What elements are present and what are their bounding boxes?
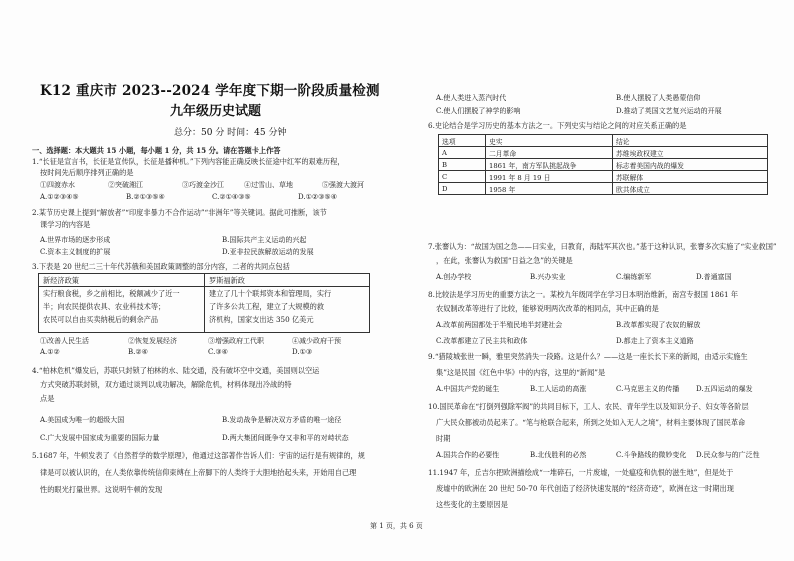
q10-choice-c[interactable]: C.斗争路线的微妙变化 [616, 451, 687, 459]
q11-line: 这些变化的主要原因是 [436, 500, 508, 509]
q10-choice-a[interactable]: A.国共合作的必要性 [436, 451, 500, 459]
q3-line: 3.下表是 20 世纪二三十年代苏俄和美国政策调整的部分内容，二者的共同点包括 [32, 262, 290, 271]
q5-line: 5.1687 年，牛顿发表了《自然哲学的数学原理》，他通过这部著作告诉人们：宇宙的运行是有规律的，规 [32, 451, 365, 460]
q6-header: 结论 [613, 135, 768, 147]
q10-line: 时期 [436, 434, 451, 443]
q8-choice-c[interactable]: C.改革都建立了民主共和政体 [436, 337, 528, 345]
q5-choice-c[interactable]: C.使人们摆脱了神学的影响 [436, 107, 521, 115]
q5-choice-b[interactable]: B.使人摆脱了人类愚蒙信仰 [616, 94, 701, 102]
q2-choice-a[interactable]: A.世界市场的逐步形成 [40, 236, 111, 244]
q3-table-head-left: 新经济政策 [43, 276, 79, 285]
q1-item: ⑤强渡大渡河 [322, 181, 364, 189]
q10-choice-b[interactable]: B.北伐胜利的必然 [530, 451, 587, 459]
q1-choice-b[interactable]: B.②①③⑤④ [126, 193, 165, 201]
q4-choice-b[interactable]: B.发动战争是解决双方矛盾的唯一途径 [222, 416, 342, 424]
q6-table [438, 134, 768, 195]
q3-option: ④减少政府干预 [292, 337, 341, 345]
q6-cell: C [439, 171, 486, 183]
q5-choice-a[interactable]: A.使人类进入蒸汽时代 [436, 94, 507, 102]
q6-cell: 二月革命 [486, 147, 613, 159]
q4-line: 点是 [40, 394, 55, 403]
q1-choice-a[interactable]: A.①②③④⑤ [40, 193, 79, 201]
q9-choice-a[interactable]: A.中国共产党的诞生 [436, 385, 500, 393]
q11-line: 11.1947 年，丘吉尔把欧洲描绘成“一堆碎石，一片废墟，一处瘟疫和仇恨的滋生地”，但是处于 [428, 468, 734, 477]
q7-choice-b[interactable]: B.兴办实业 [530, 273, 566, 281]
q7-line: 7.张謇认为：“故国为国之急——曰实业，曰教育，海陆军其次也。”基于这种认识，张謇多次实施了“实业救国” [428, 242, 777, 251]
q6-header: 史实 [486, 135, 613, 147]
q1-item: ③巧渡金沙江 [182, 181, 224, 189]
q6-cell: 标志着美国内战的爆发 [613, 159, 768, 171]
q8-line: 8.比较法是学习历史的重要方法之一。某校九年级同学在学习日本明治维新，南宫专报国 1861 年 [428, 290, 739, 299]
q3-table-head-right: 罗斯福新政 [209, 276, 245, 285]
left-column [32, 0, 387, 561]
q3-table-cell: 济机构，国家支出达 350 亿美元 [209, 315, 314, 324]
q7-line: ，在此，张謇认为救国“日益之急”的关键是 [436, 256, 573, 265]
q7-choice-a[interactable]: A.创办学校 [436, 273, 472, 281]
q4-line: 方式突破苏联封锁，双方通过谈判以成功解决，解除危机，材料体现出冷战的特 [40, 380, 292, 389]
q3-table-cell: 建立了几十个联邦资本和管理局，实行 [209, 289, 332, 298]
page-footer: 第 1 页，共 6 页 [370, 522, 423, 530]
q6-cell: 1861 年，南方军队挑起战争 [486, 159, 613, 171]
q2-line: 课学习的内容是 [40, 220, 91, 229]
q1-item: ②突破湘江 [108, 181, 143, 189]
q6-line: 6.史论结合是学习历史的基本方法之一。下列史实与结论之间的对应关系正确的是 [428, 121, 687, 130]
q8-choice-a[interactable]: A.改革前两国都处于半殖民地半封建社会 [436, 321, 563, 329]
q6-cell: 苏联解体 [613, 171, 768, 183]
exam-meta: 总分：50 分 时间：45 分钟 [174, 128, 287, 138]
exam-title: K12 重庆市 2023--2024 学年度下期一阶段质量检测 [40, 83, 380, 99]
q4-choice-c[interactable]: C.广大发展中国家成为重要的国际力量 [40, 434, 160, 442]
right-column [420, 0, 775, 561]
q3-choice-b[interactable]: B.②④ [128, 348, 148, 356]
q2-choice-b[interactable]: B.国际共产主义运动的兴起 [222, 236, 307, 244]
q3-table-cell: 半；向农民提供农具、农业科技术等； [43, 302, 166, 311]
q10-line: 广大民众都被动员起来了。“笔与枪联合起来，所到之处如入无人之境”，材料主要体现了国民革命 [436, 418, 746, 427]
q5-choice-d[interactable]: D.推动了英国文艺复兴运动的开展 [616, 107, 722, 115]
q3-table [38, 273, 370, 333]
q3-table-cell: 了许多公共工程，建立了大规模的救 [209, 302, 325, 311]
q7-choice-d[interactable]: D.普通富国 [696, 273, 732, 281]
q11-line: 废墟中的欧洲在 20 世纪 50-70 年代创造了经济快速发展的“经济奇迹”，欧洲在这一时期出现 [436, 484, 734, 493]
q9-line: 9.“猎陵城张世一瞬，雅里突然消失一段路。这是什么？——这是一座长长下来的新闻，由适示实施生 [428, 352, 748, 361]
exam-subtitle: 九年级历史试题 [170, 104, 262, 119]
q1-line: 1.“长征是宣言书，长征是宣传队，长征是播种机。”下列内容能正确反映长征途中红军的艰难历程， [32, 157, 345, 166]
q1-item: ①四渡赤水 [40, 181, 75, 189]
q7-choice-c[interactable]: C.编练新军 [616, 273, 652, 281]
q3-choice-a[interactable]: A.①② [40, 348, 60, 356]
q6-cell: 苏维埃政权建立 [613, 147, 768, 159]
q8-line: 农奴制改革等进行了比较，能够说明两次改革的相同点，其中正确的是 [436, 304, 659, 313]
q6-cell: A [439, 147, 486, 159]
q3-choice-c[interactable]: C.③④ [208, 348, 228, 356]
q2-choice-d[interactable]: D.亚非拉民族解放运动的发展 [222, 248, 314, 256]
q6-cell: 欧共体成立 [613, 183, 768, 195]
q10-choice-d[interactable]: D.民众参与的广泛性 [696, 451, 760, 459]
q9-choice-b[interactable]: B.工人运动的高涨 [530, 385, 587, 393]
q4-choice-d[interactable]: D.两大集团间既争夺又非和平的对峙状态 [222, 434, 349, 442]
q1-choice-d[interactable]: D.①②③⑤④ [298, 193, 337, 201]
q6-cell: 1958 年 [486, 183, 613, 195]
q10-line: 10.国民革命在“打倒列强除军阀”的共同目标下，工人、农民、青年学生以及知识分子、妇女等各阶层 [428, 402, 749, 411]
q2-line: 2.某节历史课上提到“解放者”“印度非暴力不合作运动”“非洲年”等关键词。据此可推断，该节 [32, 208, 327, 217]
q3-table-cell: 实行粮食税，乡之前相比，税额减少了近一 [43, 289, 180, 298]
q4-line: 4.“柏林危机”爆发后，苏联只封锁了柏林的水、陆交通，没有破坏空中交通，美国则以空运 [32, 366, 320, 375]
q3-choice-d[interactable]: D.①③ [292, 348, 313, 356]
q1-item: ④过雪山、草地 [244, 181, 293, 189]
q9-choice-c[interactable]: C.马克思主义的传播 [616, 385, 680, 393]
q1-line: 按时间先后顺序排列正确的是 [40, 168, 134, 177]
q2-choice-c[interactable]: C.资本主义制度的扩展 [40, 248, 111, 256]
q8-choice-b[interactable]: B.改革都实现了农奴的解放 [616, 321, 701, 329]
q3-option: ③增强政府工代职 [208, 337, 264, 345]
q5-line: 性的眼光打量世界。这说明牛顿的发现 [40, 485, 163, 494]
q3-table-cell: 农民可以自由买卖纳税后的剩余产品 [43, 315, 159, 324]
q8-choice-d[interactable]: D.都走上了资本主义道路 [616, 337, 694, 345]
q4-choice-a[interactable]: A.美国成为唯一的超级大国 [40, 416, 125, 424]
q6-cell: 1991 年 8 月 19 日 [486, 171, 613, 183]
q3-option: ②恢复发展经济 [128, 337, 177, 345]
section-heading: 一、选择题：本大题共 15 小题，每小题 1 分，共 15 分。请在答题卡上作答 [32, 146, 281, 155]
q1-choice-c[interactable]: C.②①④③⑤ [212, 193, 251, 201]
q3-option: ①改善人民生活 [40, 337, 89, 345]
q5-line: 律是可以被认识的，在人类依靠传统信仰束缚在上帝脚下的人类终于大胆地抬起头来，开始用自己理 [40, 468, 357, 477]
q6-cell: B [439, 159, 486, 171]
q9-choice-d[interactable]: D.五四运动的爆发 [696, 385, 753, 393]
q6-cell: D [439, 183, 486, 195]
q9-line: 集”这是民国《红色中华》中的内容，这里的“新闻”是 [436, 368, 606, 377]
q6-header: 选项 [439, 135, 486, 147]
